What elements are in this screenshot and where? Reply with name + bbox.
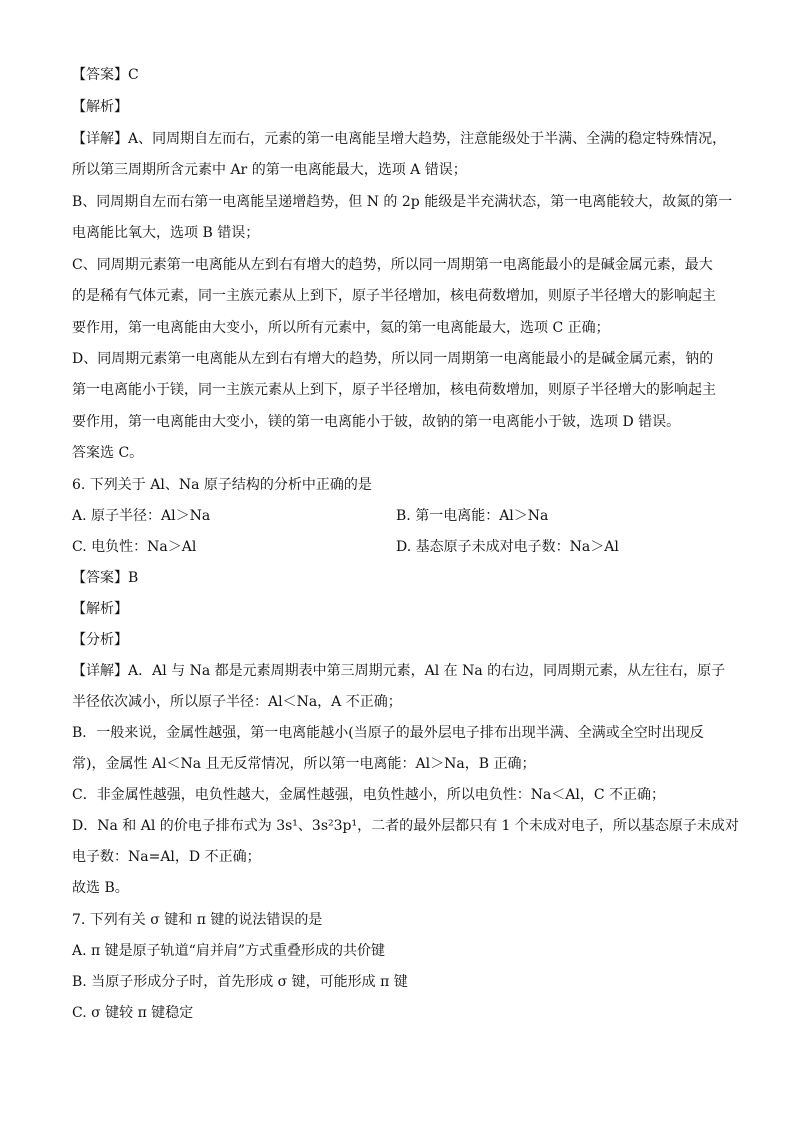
q6-analysis-label: 【解析】	[72, 601, 128, 617]
q5-line-1: 【详解】A、同周期自左而右，元素的第一电离能呈增大趋势，注意能级处于半满、全满的稳定特殊情况，	[72, 131, 727, 147]
q6-answer: 【答案】B	[72, 570, 139, 586]
q5-line-8: D、同周期元素第一电离能从左到右有增大的趋势，所以同一周期第一电离能最小的是碱金属元素，钠的	[72, 351, 714, 367]
q5-line-10: 要作用，第一电离能由大变小，镁的第一电离能小于铍，故钠的第一电离能小于铍，选项 D 错误。	[72, 414, 681, 430]
q6-line-6: D．Na 和 Al 的价电子排布式为 3s¹、3s²3p¹，二者的最外层都只有 1 个未成对电子，所以基态原子未成对	[72, 818, 739, 834]
q7-stem: 7. 下列有关 σ 键和 π 键的说法错误的是	[72, 912, 323, 928]
q5-line-9: 第一电离能小于镁，同一主族元素从上到下，原子半径增加，核电荷数增加，则原子半径增大的影响起主	[72, 382, 716, 398]
q6-option-d: D. 基态原子未成对电子数：Na＞Al	[396, 539, 619, 555]
q6-line-1: 【详解】A．Al 与 Na 都是元素周期表中第三周期元素，Al 在 Na 的右边，同周期元素，从左往右，原子	[72, 663, 726, 679]
q6-line-3: B．一般来说，金属性越强，第一电离能越小(当原子的最外层电子排布出现半满、全满或全空时出现反	[72, 725, 704, 741]
q6-line-5: C．非金属性越强，电负性越大，金属性越强，电负性越小，所以电负性：Na＜Al，C 不正确；	[72, 787, 666, 803]
q6-line-4: 常)，金属性 Al＜Na 且无反常情况，所以第一电离能：Al＞Na，B 正确；	[72, 756, 536, 772]
q5-conclusion: 答案选 C。	[72, 445, 144, 461]
q6-conclusion: 故选 B。	[72, 880, 129, 896]
q6-option-a: A. 原子半径：Al＞Na	[72, 508, 211, 524]
q5-analysis-label: 【解析】	[72, 99, 128, 115]
q6-line-7: 电子数：Na=Al，D 不正确；	[72, 849, 261, 865]
q5-line-6: 的是稀有气体元素，同一主族元素从上到下，原子半径增加，核电荷数增加，则原子半径增大的影响起主	[72, 288, 716, 304]
q6-option-c: C. 电负性：Na＞Al	[72, 539, 197, 555]
q6-line-2: 半径依次减小，所以原子半径：Al＜Na，A 不正确；	[72, 694, 402, 710]
q7-option-a: A. π 键是原子轨道“肩并肩”方式重叠形成的共价键	[72, 943, 385, 959]
q5-line-3: B、同周期自左而右第一电离能呈递增趋势，但 N 的 2p 能级是半充满状态，第一电离能较大，故氮的第一	[72, 194, 733, 210]
q6-stem: 6. 下列关于 Al、Na 原子结构的分析中正确的是	[72, 477, 372, 493]
q5-answer: 【答案】C	[72, 67, 139, 83]
q7-option-c: C. σ 键较 π 键稳定	[72, 1005, 194, 1021]
q6-fenxi-label: 【分析】	[72, 632, 128, 648]
q6-option-b: B. 第一电离能：Al＞Na	[396, 508, 549, 524]
q7-option-b: B. 当原子形成分子时，首先形成 σ 键，可能形成 π 键	[72, 974, 408, 990]
q5-line-5: C、同周期元素第一电离能从左到右有增大的趋势，所以同一周期第一电离能最小的是碱金属元素，最大	[72, 257, 713, 273]
q5-line-4: 电离能比氧大，选项 B 错误；	[72, 225, 260, 241]
q5-line-7: 要作用，第一电离能由大变小，所以所有元素中，氦的第一电离能最大，选项 C 正确；	[72, 320, 610, 336]
q5-line-2: 所以第三周期所含元素中 Ar 的第一电离能最大，选项 A 错误；	[72, 162, 467, 178]
